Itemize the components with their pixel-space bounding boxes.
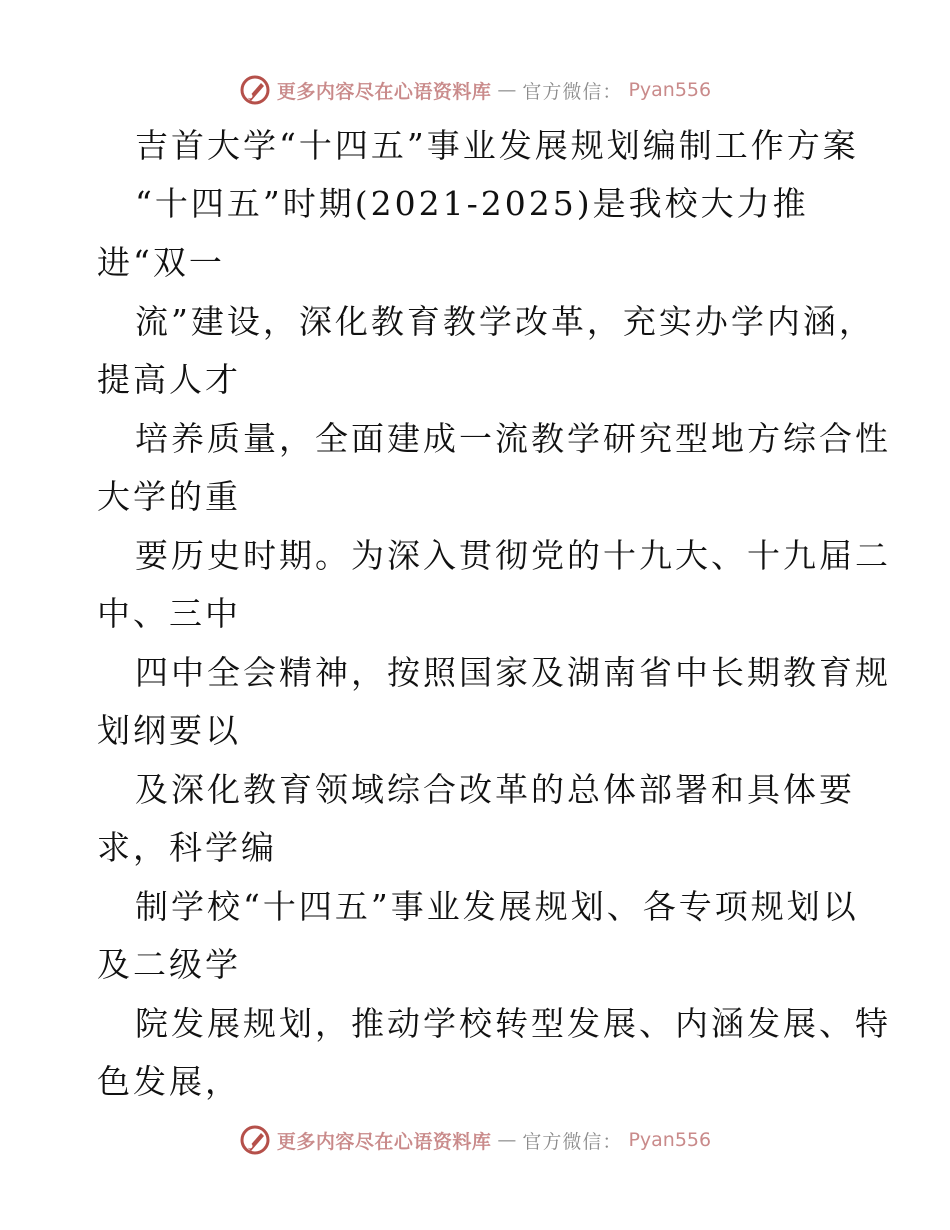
text-line: 制学校“十四五”事业发展规划、各专项规划以: [135, 887, 859, 926]
watermark-official-label: 官方微信：: [522, 1130, 623, 1153]
watermark-official-label: 官方微信：: [522, 80, 623, 103]
text-line: 要历史时期。为深入贯彻党的十九大、十九届二: [135, 536, 891, 575]
text-line: 色发展，: [97, 1062, 241, 1101]
watermark-site-text: 更多内容尽在心语资料库: [276, 1130, 492, 1153]
text-line: 四中全会精神，按照国家及湖南省中长期教育规: [135, 653, 891, 692]
text-line: 院发展规划，推动学校转型发展、内涵发展、特: [135, 1004, 891, 1043]
text-line: 中、三中: [97, 594, 241, 633]
document-title: 吉首大学“十四五”事业发展规划编制工作方案: [135, 126, 859, 165]
text-line: 流”建设，深化教育教学改革，充实办学内涵，: [135, 302, 875, 341]
text-line: 求，科学编: [97, 828, 277, 867]
watermark-separator: —: [497, 1129, 517, 1151]
text-line: “十四五”时期(2021-2025)是我校大力推: [135, 184, 809, 223]
text-line: 进“双一: [97, 243, 225, 282]
text-line: 大学的重: [97, 477, 241, 516]
text-line: 培养质量，全面建成一流教学研究型地方综合性: [135, 419, 891, 458]
watermark-account-id: Pyan556: [628, 1129, 712, 1151]
watermark-separator: —: [497, 79, 517, 101]
watermark-site-text: 更多内容尽在心语资料库: [276, 80, 492, 103]
text-line: 划纲要以: [97, 711, 241, 750]
text-line: 及深化教育领域综合改革的总体部署和具体要: [135, 770, 855, 809]
text-line: 提高人才: [97, 360, 241, 399]
watermark-account-id: Pyan556: [628, 79, 712, 101]
pen-logo-icon: [239, 74, 271, 106]
footer-watermark: [0, 1120, 950, 1160]
text-line: 及二级学: [97, 945, 241, 984]
pen-logo-icon: [239, 1124, 271, 1156]
header-watermark: [0, 70, 950, 110]
